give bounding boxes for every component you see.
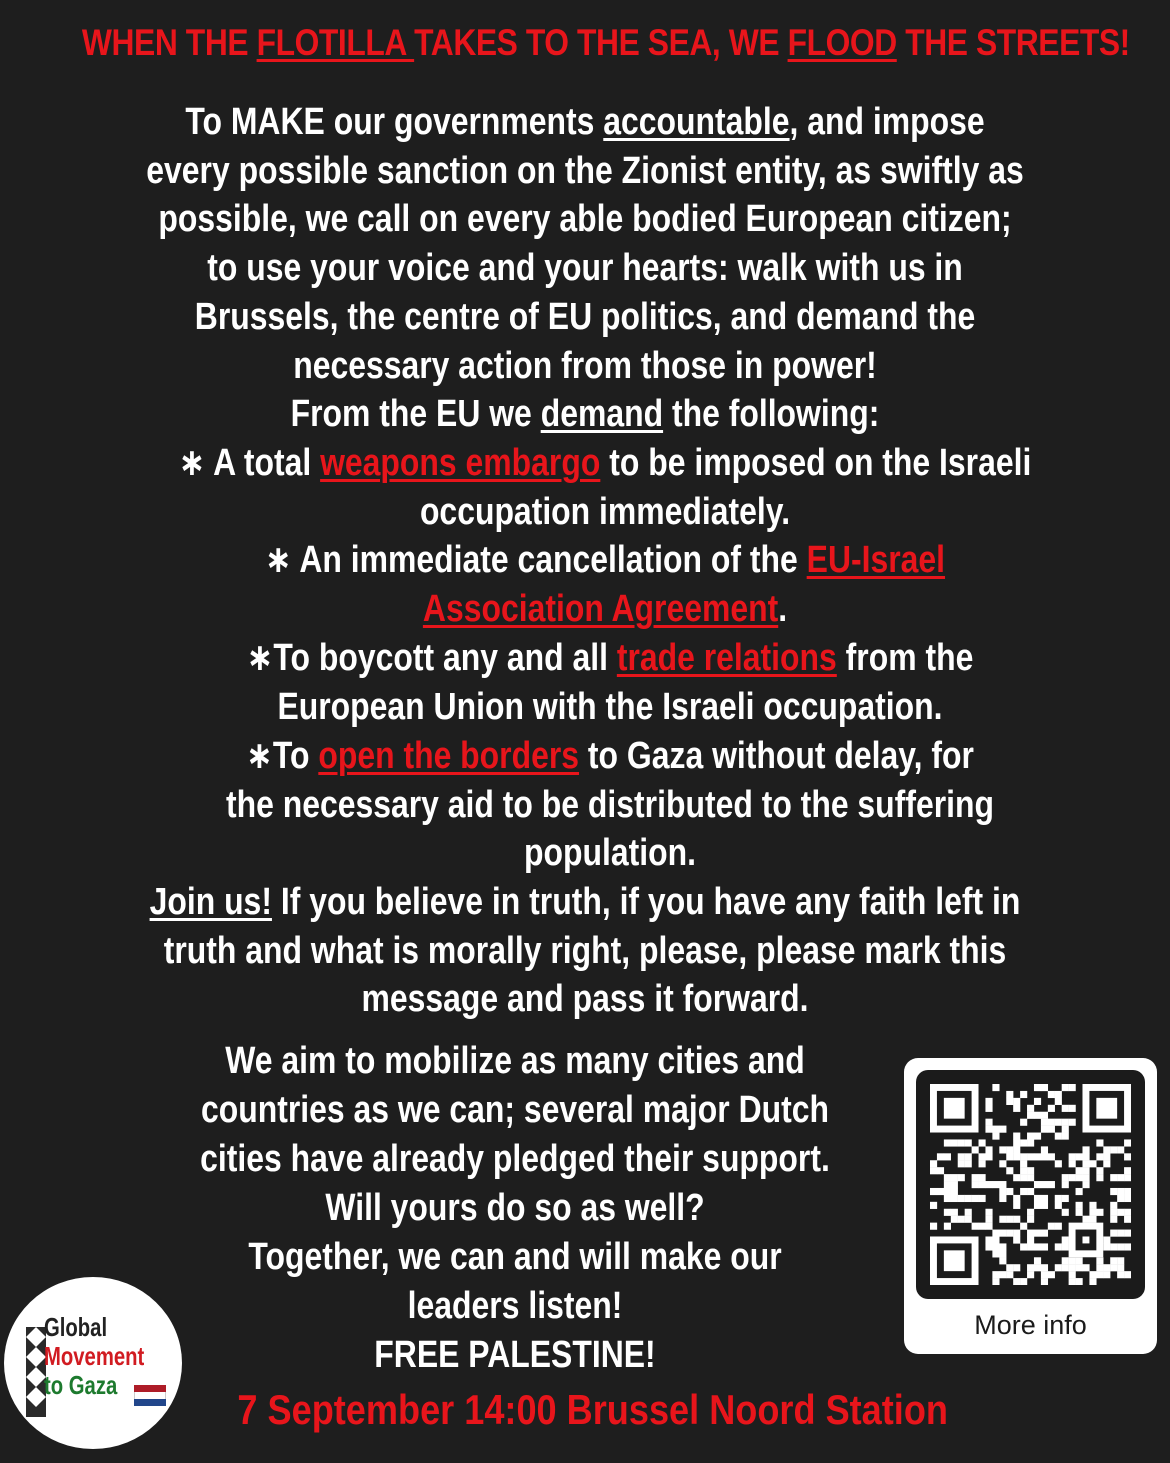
qr-code-graphic bbox=[930, 1084, 1131, 1285]
headline-flotilla: FLOTILLA bbox=[256, 22, 415, 63]
demand-item-weapons-embargo bbox=[177, 439, 1034, 536]
event-details: 7 September 14:00 Brussel Noord Station bbox=[237, 1386, 948, 1433]
intro-part1: To MAKE our governments bbox=[185, 101, 604, 143]
demand-item-trade-relations bbox=[240, 634, 979, 731]
aim-line: countries as we can; several major Dutch bbox=[200, 1089, 830, 1131]
demand-item-association-agreement bbox=[177, 536, 1034, 633]
item-link[interactable]: weapons embargo bbox=[320, 442, 601, 484]
item-link[interactable]: EU-Israel Association Agreement bbox=[422, 539, 946, 630]
demand-part2: the following: bbox=[663, 393, 880, 435]
qr-code-icon[interactable] bbox=[916, 1070, 1145, 1299]
headline-part3: THE STREETS! bbox=[896, 22, 1130, 63]
demand-heading bbox=[144, 390, 1026, 439]
item-pre: To boycott any and all bbox=[273, 637, 617, 679]
item-post: from the European Union with the Israeli occupation. bbox=[277, 637, 974, 728]
headline bbox=[81, 22, 1130, 64]
item-post: . bbox=[778, 587, 788, 630]
demand-word: demand bbox=[540, 393, 664, 435]
bullet-icon: ∗ bbox=[178, 442, 206, 484]
headline-flood: FLOOD bbox=[787, 22, 897, 63]
aim-line: leaders listen! bbox=[407, 1285, 623, 1327]
item-pre: A total bbox=[205, 442, 321, 484]
aim-line: Together, we can and will make our bbox=[248, 1236, 782, 1278]
bullet-icon: ∗ bbox=[246, 637, 274, 679]
dutch-flag-icon bbox=[134, 1385, 166, 1406]
demand-part1: From the EU we bbox=[290, 393, 541, 435]
intro-paragraph bbox=[144, 98, 1026, 390]
qr-card[interactable] bbox=[904, 1058, 1157, 1354]
headline-part1: WHEN THE bbox=[81, 22, 257, 63]
logo-line-movement: Movement bbox=[44, 1341, 145, 1371]
item-link[interactable]: trade relations bbox=[616, 637, 837, 679]
flag-stripe-red bbox=[134, 1385, 166, 1392]
bullet-icon: ∗ bbox=[246, 735, 273, 777]
intro-part2: , and impose every possible sanction on the Zionist entity, as swiftly as possible, we call on every able bodied European citizen; to use your voice and your hearts: walk with us in Brussels, the centre of EU politics, and demand the necessary action from those in power! bbox=[146, 101, 1024, 387]
item-pre: To bbox=[272, 735, 319, 777]
item-link[interactable]: open the borders bbox=[318, 735, 580, 777]
aim-line: We aim to mobilize as many cities and bbox=[225, 1040, 805, 1082]
logo-text bbox=[44, 1313, 144, 1400]
logo-line-to-gaza: to Gaza bbox=[44, 1370, 118, 1400]
item-pre: An immediate cancellation of the bbox=[291, 539, 807, 581]
aim-line: Will yours do so as well? bbox=[325, 1187, 705, 1229]
qr-caption[interactable]: More info bbox=[974, 1310, 1087, 1340]
aim-line: cities have already pledged their support. bbox=[200, 1138, 830, 1180]
bullet-icon: ∗ bbox=[264, 539, 292, 581]
global-movement-logo bbox=[4, 1277, 182, 1449]
logo-line-global: Global bbox=[44, 1312, 108, 1342]
free-palestine: FREE PALESTINE! bbox=[374, 1334, 656, 1376]
logo-keffiyeh-icon bbox=[26, 1327, 46, 1417]
aim-paragraph bbox=[192, 1037, 839, 1380]
flag-stripe-white bbox=[134, 1392, 166, 1399]
item-post: to be imposed on the Israeli occupation immediately. bbox=[419, 442, 1032, 533]
join-link[interactable]: Join us! bbox=[149, 881, 272, 923]
join-paragraph bbox=[144, 878, 1026, 1024]
join-rest: If you believe in truth, if you have any faith left in truth and what is morally right, please, please mark this message and pass it forward. bbox=[163, 881, 1021, 1021]
headline-part2: TAKES TO THE SEA, WE bbox=[414, 22, 788, 63]
intro-accountable: accountable bbox=[603, 101, 790, 143]
item-post: to Gaza without delay, for the necessary aid to be distributed to the suffering population. bbox=[226, 735, 994, 875]
demand-item-open-borders bbox=[219, 732, 1000, 878]
flag-stripe-blue bbox=[134, 1399, 166, 1406]
